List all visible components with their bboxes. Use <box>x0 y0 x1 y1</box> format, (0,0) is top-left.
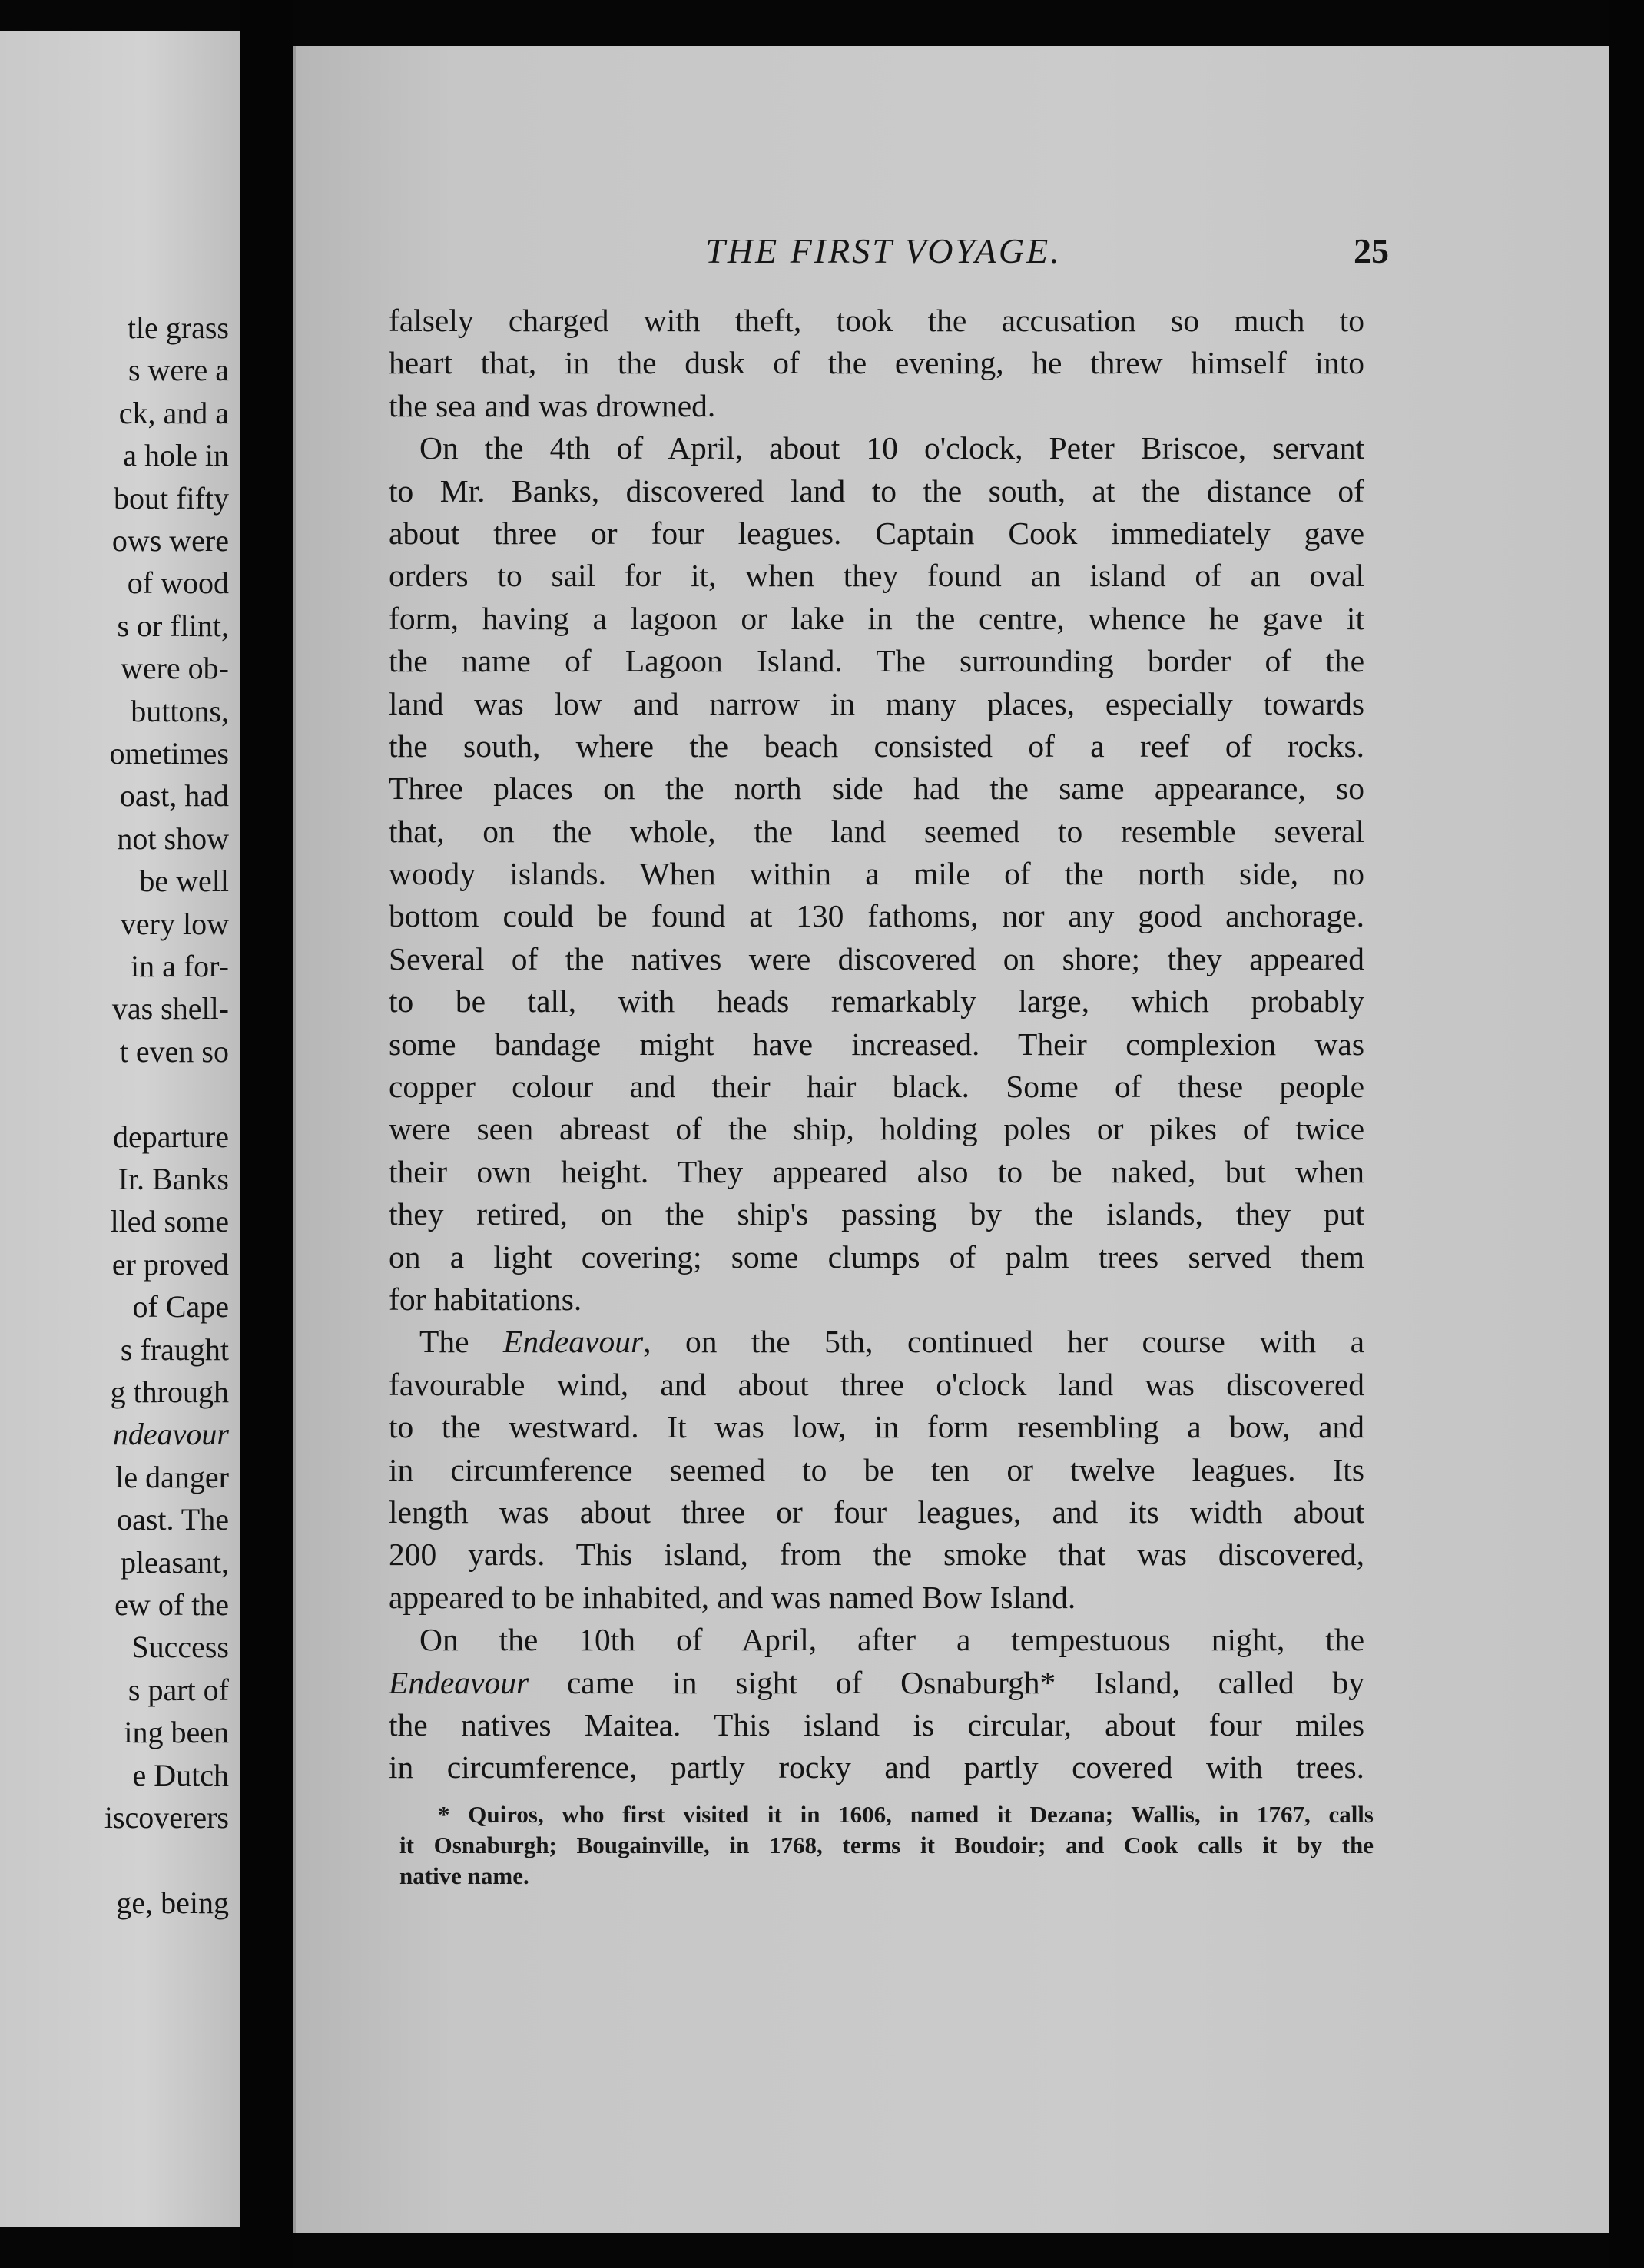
left-page-line: departure <box>112 1119 229 1154</box>
left-page-line: ndeavour <box>112 1417 229 1452</box>
left-page-line: Ir. Banks <box>118 1162 229 1196</box>
text-line: their own height. They appeared also to be naked, but when <box>389 1153 1364 1189</box>
left-page-line: buttons, <box>131 693 229 728</box>
left-page-line: s fraught <box>120 1331 229 1367</box>
text-line: to be tall, with heads remarkably large, which probably <box>389 983 1364 1020</box>
text-line: falsely charged with theft, took the accusation so much to <box>389 303 1364 338</box>
text-line: orders to sail for it, when they found an island of an oval <box>389 558 1364 594</box>
footnote-line: native name. <box>399 1862 529 1889</box>
text-line: copper colour and their hair black. Some of these people <box>389 1069 1364 1105</box>
text-line: 200 yards. This island, from the smoke that was discovered, <box>389 1537 1364 1573</box>
text-line: on a light covering; some clumps of palm trees served them <box>389 1238 1364 1275</box>
text-line: that, on the whole, the land seemed to resemble several <box>389 813 1364 849</box>
left-page-line: in a for- <box>130 949 229 983</box>
left-page-line: er proved <box>111 1246 229 1282</box>
text-line: to the westward. It was low, in form resembling a bow, and <box>389 1409 1364 1445</box>
text-line: in circumference seemed to be ten or twelve leagues. Its <box>389 1451 1364 1487</box>
left-page-line: Success <box>131 1630 229 1665</box>
text-line: the name of Lagoon Island. The surrounding border of the <box>389 643 1364 679</box>
right-page-edge <box>1609 0 1644 2268</box>
text-line: Several of the natives were discovered on shore; they appeared <box>389 940 1364 976</box>
left-page-line: be well <box>139 864 229 899</box>
text-line: the south, where the beach consisted of a reef of rocks. <box>389 728 1364 764</box>
body-text <box>389 300 1364 1789</box>
text-line: land was low and narrow in many places, especially towards <box>389 685 1364 721</box>
left-page-line: lled some <box>110 1204 229 1239</box>
left-page-line: tle grass <box>127 310 229 345</box>
text-line: to Mr. Banks, discovered land to the south, at the distance of <box>389 472 1364 509</box>
left-page-line: s or flint, <box>117 608 229 643</box>
text-line: woody islands. When within a mile of the north side, no <box>389 856 1364 892</box>
left-page-line: e Dutch <box>132 1757 229 1792</box>
footnote-line: * Quiros, who first visited it in 1606, named it Dezana; Wallis, in 1767, calls <box>438 1801 1374 1828</box>
text-line: The Endeavour, on the 5th, continued her course with a <box>419 1324 1364 1360</box>
text-line: were seen abreast of the ship, holding poles or pikes of twice <box>389 1111 1364 1147</box>
text-line: Endeavour came in sight of Osnaburgh* Island, called by <box>389 1664 1364 1700</box>
left-page-line: ew of the <box>114 1587 229 1622</box>
left-page-line: very low <box>120 906 229 941</box>
left-page-line: t even so <box>119 1033 229 1069</box>
text-line: favourable wind, and about three o'clock land was discovered <box>389 1366 1364 1402</box>
left-page-line: oast. The <box>117 1502 229 1537</box>
footnote-line: it Osnaburgh; Bougainville, in 1768, terms it Boudoir; and Cook calls it by the <box>399 1832 1374 1858</box>
left-page-line: vas shell- <box>111 991 229 1026</box>
left-page-fragment <box>0 31 240 2227</box>
left-page-line: ck, and a <box>118 395 229 430</box>
left-page-line: of Cape <box>132 1289 229 1325</box>
text-line: they retired, on the ship's passing by the islands, they put <box>389 1196 1364 1232</box>
left-page-line: ows were <box>111 523 229 558</box>
left-page-line: a hole in <box>123 438 229 473</box>
text-line: the sea and was drowned. <box>389 387 716 423</box>
left-page-line: were ob- <box>120 651 229 686</box>
page-number: 25 <box>1354 231 1389 270</box>
text-line: some bandage might have increased. Their complexion was <box>389 1026 1364 1062</box>
text-line: for habitations. <box>389 1281 582 1317</box>
left-page-line: ge, being <box>116 1885 229 1920</box>
text-line: about three or four leagues. Captain Cook immediately gave <box>389 515 1364 551</box>
left-page-line: iscoverers <box>104 1800 229 1835</box>
book-gutter <box>240 0 293 2268</box>
text-line: appeared to be inhabited, and was named Bow Island. <box>389 1579 1076 1615</box>
left-page-line: of wood <box>127 565 229 601</box>
left-page-line: ometimes <box>109 736 229 771</box>
left-page-line: g through <box>110 1374 229 1409</box>
left-page-line: s were a <box>128 353 229 388</box>
footnote <box>399 1799 1374 1892</box>
text-line: Three places on the north side had the same appearance, so <box>389 771 1364 807</box>
left-page-line: pleasant, <box>120 1544 229 1580</box>
left-page-line: bout fifty <box>114 480 229 516</box>
left-page-line: not show <box>117 821 229 856</box>
left-page-line: ing been <box>124 1715 229 1750</box>
text-line: length was about three or four leagues, and its width about <box>389 1494 1364 1530</box>
text-line: the natives Maitea. This island is circular, about four miles <box>389 1706 1364 1742</box>
left-page-line: le danger <box>115 1459 229 1494</box>
text-line: On the 4th of April, about 10 o'clock, Peter Briscoe, servant <box>419 430 1364 466</box>
text-line: bottom could be found at 130 fathoms, nor any good anchorage. <box>389 898 1364 934</box>
left-page-line: oast, had <box>119 778 229 814</box>
text-line: On the 10th of April, after a tempestuous night, the <box>419 1622 1364 1658</box>
text-line: form, having a lagoon or lake in the centre, whence he gave it <box>389 600 1364 636</box>
left-page-line: s part of <box>128 1672 229 1707</box>
running-head: THE FIRST VOYAGE. <box>705 231 1062 270</box>
text-line: in circumference, partly rocky and partly covered with trees. <box>389 1749 1364 1786</box>
text-line: heart that, in the dusk of the evening, he threw himself into <box>389 345 1364 381</box>
